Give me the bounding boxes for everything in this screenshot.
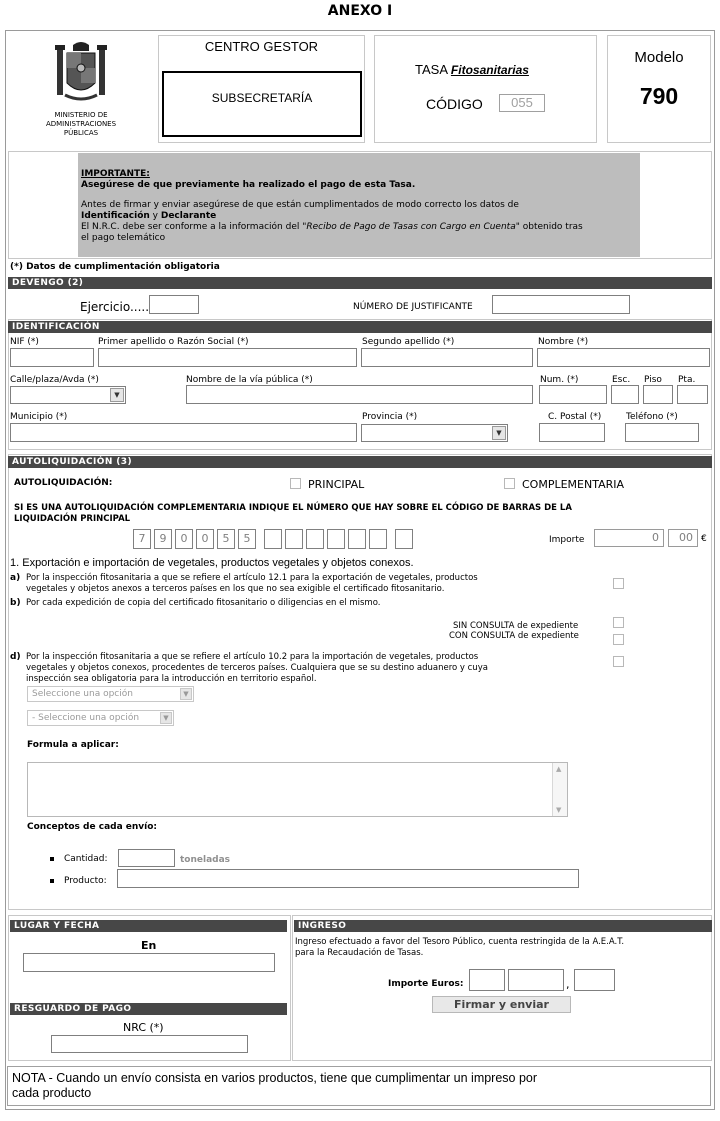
item-a-line-2: vegetales y objetos anexos a terceros países en los que no sea exigible el certificado fitosanitario. [26,584,445,594]
currency-symbol: € [701,534,707,544]
con-consulta-label: CON CONSULTA de expediente [449,631,579,641]
tasa-name: Fitosanitarias [450,63,529,77]
page-title: ANEXO I [327,3,393,19]
cantidad-input[interactable] [118,849,175,867]
important-heading: IMPORTANTE: [81,169,150,179]
important-line-4c: obtenido tras [519,222,583,232]
barcode-digit[interactable] [395,529,413,549]
barcode-digit[interactable]: 0 [175,529,193,549]
barcode-digit[interactable]: 7 [133,529,151,549]
barcode-digit[interactable] [285,529,303,549]
important-and: y [149,211,161,221]
complementaria-label: COMPLEMENTARIA [522,478,625,491]
ejercicio-input[interactable] [149,295,199,314]
compl-note-2: LIQUIDACIÓN PRINCIPAL [14,514,131,524]
barcode-digit[interactable] [306,529,324,549]
ministry-line-3: PÚBLICAS [63,129,99,137]
mandatory-note: (*) Datos de cumplimentación obligatoria [10,262,220,272]
tasa-label-text: TASA [415,62,448,77]
bullet-icon [50,879,54,883]
en-label: En [141,939,157,952]
formula-textarea[interactable] [27,762,568,817]
option-select-2-text: - Seleccione una opción [32,713,140,723]
item-b-letter: b) [10,598,21,608]
autoliquidacion-bar: AUTOLIQUIDACIÓN (3) [8,456,712,468]
barcode-digit[interactable]: 0 [196,529,214,549]
importe-dec-input[interactable]: 00 [668,529,698,547]
scroll-down-icon[interactable]: ▼ [556,806,562,814]
section1-heading: 1. Exportación e importación de vegetales, productos vegetales y objetos conexos. [10,557,414,569]
ministry-line-1: MINISTERIO DE [54,111,108,119]
compl-note-1: SI ES UNA AUTOLIQUIDACIÓN COMPLEMENTARIA INDIQUE EL NÚMERO QUE HAY SOBRE EL CÓDIGO DE BARRAS DE LA [14,503,572,513]
importe-euros-1-input[interactable] [469,969,505,991]
num-input[interactable] [539,385,607,404]
apellido1-label: Primer apellido o Razón Social (*) [98,337,249,347]
important-line-5: el pago telemático [81,233,166,243]
sin-consulta-label: SIN CONSULTA de expediente [453,621,579,631]
coat-of-arms-icon [51,39,111,109]
nombre-input[interactable] [537,348,710,367]
item-a-letter: a) [10,573,21,583]
num-label: Num. (*) [540,375,579,385]
codigo-value: 055 [499,94,545,112]
apellido1-input[interactable] [98,348,357,367]
item-d-line-2: vegetales y objetos conexos, procedentes de terceros países. Cualquiera que se su destino aduanero y cuya [26,663,488,673]
producto-input[interactable] [117,869,579,888]
ingreso-text-1: Ingreso efectuado a favor del Tesoro Público, cuenta restringida de la A.E.A.T. [295,937,625,947]
barcode-digit[interactable]: 5 [217,529,235,549]
chevron-down-icon: ▼ [492,426,506,440]
centro-gestor-label: CENTRO GESTOR [204,39,319,54]
telefono-label: Teléfono (*) [626,412,678,422]
option-select-2[interactable] [27,710,174,726]
barcode-digit[interactable] [348,529,366,549]
nrc-input[interactable] [51,1035,248,1053]
bullet-icon [50,857,54,861]
via-label: Nombre de la vía pública (*) [186,375,313,385]
important-line-4a: El N.R.C. debe ser conforme a la información del [81,222,303,232]
item-b-line-1: Por cada expedición de copia del certificado fitosanitario o diligencias en el mismo. [26,598,381,608]
esc-input[interactable] [611,385,639,404]
principal-checkbox[interactable] [290,478,301,489]
municipio-input[interactable] [10,423,357,442]
important-line-4 [81,222,583,232]
provincia-select[interactable] [361,424,508,442]
comma-separator: , [566,978,570,991]
barcode-digit[interactable] [264,529,282,549]
justificante-label: NÚMERO DE JUSTIFICANTE [353,302,473,312]
cantidad-unit: toneladas [180,855,231,865]
nif-input[interactable] [10,348,94,367]
important-declarante: Declarante [160,211,217,221]
lugar-input[interactable] [23,953,275,972]
centro-gestor-value: SUBSECRETARÍA [211,91,313,105]
conceptos-label: Conceptos de cada envío: [27,822,158,832]
municipio-label: Municipio (*) [10,412,68,422]
important-line-4b: "Recibo de Pago de Tasas con Cargo en Cuenta" [302,222,520,232]
ingreso-bar: INGRESO [294,920,712,932]
nrc-label: NRC (*) [123,1021,164,1034]
pta-input[interactable] [677,385,708,404]
calle-select[interactable] [10,386,126,404]
chevron-down-icon: ▼ [160,712,172,724]
importe-int-input[interactable]: 0 [594,529,664,547]
cpostal-input[interactable] [539,423,605,442]
importe-euros-cents-input[interactable] [574,969,615,991]
modelo-label: Modelo [634,49,684,66]
option-select-1[interactable] [27,686,194,702]
item-d-line-1: Por la inspección fitosanitaria a que se refiere el artículo 10.2 para la importación de vegetales, productos [26,652,479,662]
scroll-up-icon[interactable]: ▲ [556,765,562,773]
pta-label: Pta. [678,375,696,385]
item-d-line-3: inspección sea obligatoria para la introducción en territorio español. [26,674,317,684]
chevron-down-icon: ▼ [180,688,192,700]
barcode-digit[interactable]: 5 [238,529,256,549]
lugar-bar: LUGAR Y FECHA [10,920,287,932]
firmar-enviar-button[interactable]: Firmar y enviar [432,996,571,1013]
con-consulta-checkbox[interactable] [613,634,624,645]
codigo-label: CÓDIGO [426,96,483,112]
important-line-3 [81,211,216,221]
sin-consulta-checkbox[interactable] [613,617,624,628]
item-a-line-1: Por la inspección fitosanitaria a que se refiere el artículo 12.1 para la exportación de vegetales, productos [26,573,478,583]
nota-line-1: NOTA - Cuando un envío consista en varios productos, tiene que cumplimentar un impreso por [12,1071,538,1085]
formula-label: Formula a aplicar: [27,740,119,750]
modelo-value: 790 [639,83,679,109]
item-d-letter: d) [10,652,21,662]
barcode-digit[interactable]: 9 [154,529,172,549]
nif-label: NIF (*) [10,337,39,347]
importe-euros-2-input[interactable] [508,969,564,991]
cpostal-label: C. Postal (*) [548,412,602,422]
ingreso-text-2: para la Recaudación de Tasas. [295,948,424,958]
principal-label: PRINCIPAL [308,478,365,491]
identificacion-bar: IDENTIFICACIÓN [8,321,712,333]
devengo-bar: DEVENGO (2) [8,277,712,289]
justificante-input[interactable] [492,295,630,314]
nombre-label: Nombre (*) [538,337,589,347]
esc-label: Esc. [612,375,631,385]
cantidad-label: Cantidad: [64,854,108,864]
complementaria-checkbox[interactable] [504,478,515,489]
apellido2-label: Segundo apellido (*) [362,337,455,347]
tasa-label [415,62,529,77]
important-identificacion: Identificación [81,211,150,221]
piso-label: Piso [644,375,662,385]
item-a-checkbox[interactable] [613,578,624,589]
important-line-2: Antes de firmar y enviar asegúrese de que están cumplimentados de modo correcto los datos de [81,200,519,210]
ministry-line-2: ADMINISTRACIONES [45,120,117,128]
barcode-digit[interactable] [369,529,387,549]
telefono-input[interactable] [625,423,699,442]
producto-label: Producto: [64,876,107,886]
chevron-down-icon: ▼ [110,388,124,402]
textarea-scrollbar[interactable] [552,763,567,816]
barcode-digit[interactable] [327,529,345,549]
tasa-box [374,35,597,143]
resguardo-bar: RESGUARDO DE PAGO [10,1003,287,1015]
calle-label: Calle/plaza/Avda (*) [10,375,99,385]
nota-line-2: cada producto [12,1086,92,1100]
piso-input[interactable] [643,385,673,404]
apellido2-input[interactable] [361,348,533,367]
importe-label: Importe [549,535,585,545]
autoliquidacion-label: AUTOLIQUIDACIÓN: [14,478,113,488]
logo-box [8,33,154,143]
option-select-1-text: Seleccione una opción [32,689,133,699]
important-line-1: Asegúrese de que previamente ha realizado el pago de esta Tasa. [81,180,416,190]
ejercicio-label: Ejercicio..... [80,300,150,314]
provincia-label: Provincia (*) [362,412,418,422]
via-input[interactable] [186,385,533,404]
item-d-checkbox[interactable] [613,656,624,667]
importe-euros-label: Importe Euros: [388,979,464,989]
